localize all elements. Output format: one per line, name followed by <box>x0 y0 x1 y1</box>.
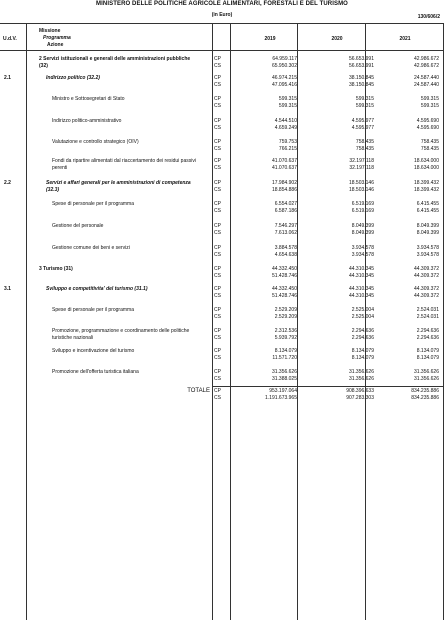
cp-value: 7.546.297 <box>274 223 297 229</box>
row-value-col-1 <box>233 388 297 401</box>
total-rule <box>212 386 443 387</box>
header-azione-label: Azione <box>47 42 64 48</box>
cp-value: 8.134.079 <box>274 348 297 354</box>
row-description: TOTALE <box>187 388 210 394</box>
row-value-col-1 <box>233 328 297 341</box>
cs-value: 5.939.792 <box>274 334 297 341</box>
row-value-col-2 <box>310 56 374 69</box>
cp-label: CP <box>214 75 221 81</box>
row-value-col-1 <box>233 139 297 152</box>
cp-label: CP <box>214 158 221 164</box>
cp-value: 3.934.578 <box>416 245 439 251</box>
row-cp-cs-labels <box>214 75 228 88</box>
cs-value: 8.049.399 <box>416 229 439 236</box>
row-udv: 2.2 <box>4 180 11 186</box>
row-value-col-1 <box>233 56 297 69</box>
cp-label: CP <box>214 223 221 229</box>
cp-value: 599.315 <box>420 96 439 102</box>
row-udv: 3.1 <box>4 286 11 292</box>
row-description: Sviluppo e incentivazione del turismo <box>52 348 135 354</box>
cs-value: 8.134.079 <box>351 354 374 361</box>
cp-value: 4.595.690 <box>416 118 439 124</box>
cp-label: CP <box>214 245 221 251</box>
row-value-col-3 <box>375 75 439 88</box>
row-description: Gestione comune dei beni e servizi <box>52 245 130 251</box>
row-cp-cs-labels <box>214 96 228 109</box>
cs-value: 8.134.079 <box>416 354 439 361</box>
cp-label: CP <box>214 118 221 124</box>
cp-value: 31.356.626 <box>413 369 439 375</box>
row-value-col-1 <box>233 348 297 361</box>
row-cp-cs-labels <box>214 201 228 214</box>
cs-label: CS <box>214 102 221 109</box>
cs-value: 3.934.578 <box>416 251 439 258</box>
cs-label: CS <box>214 313 221 320</box>
cs-label: CS <box>214 375 221 382</box>
row-cp-cs-labels <box>214 118 228 131</box>
row-cp-cs-labels <box>214 158 228 171</box>
row-value-col-1 <box>233 75 297 88</box>
row-value-col-3 <box>375 56 439 69</box>
row-value-col-2 <box>310 369 374 382</box>
row-value-col-2 <box>310 139 374 152</box>
row-description: Fondi da ripartire alimentati dal riaccertamento dei residui passivi perenti <box>52 158 196 171</box>
cp-value: 4.595.977 <box>351 118 374 124</box>
cp-value: 17.984.902 <box>271 180 297 186</box>
row-value-col-2 <box>310 286 374 299</box>
column-header-udv: U.d.V. <box>3 36 17 42</box>
row-cp-cs-labels <box>214 223 228 236</box>
cp-value: 6.519.169 <box>351 201 374 207</box>
row-value-col-3 <box>375 266 439 279</box>
cp-value: 44.332.450 <box>271 266 297 272</box>
row-description: Valutazione e controllo strategico (OIV) <box>52 139 139 145</box>
cp-value: 2.294.636 <box>351 328 374 334</box>
cp-label: CP <box>214 56 221 62</box>
cp-value: 599.315 <box>278 96 297 102</box>
cs-value: 907.283.303 <box>346 394 374 401</box>
cp-value: 4.544.510 <box>274 118 297 124</box>
cp-value: 42.986.672 <box>413 56 439 62</box>
cp-value: 3.884.578 <box>274 245 297 251</box>
cp-label: CP <box>214 96 221 102</box>
row-cp-cs-labels <box>214 245 228 258</box>
cp-label: CP <box>214 286 221 292</box>
cs-label: CS <box>214 354 221 361</box>
cp-value: 18.399.432 <box>413 180 439 186</box>
row-value-col-3 <box>375 388 439 401</box>
cs-value: 31.388.025 <box>271 375 297 382</box>
row-value-col-2 <box>310 348 374 361</box>
cp-value: 18.503.146 <box>348 180 374 186</box>
cp-value: 908.396.633 <box>346 388 374 394</box>
row-value-col-3 <box>375 180 439 193</box>
cs-label: CS <box>214 394 221 401</box>
cs-value: 758.435 <box>420 145 439 152</box>
row-value-col-2 <box>310 223 374 236</box>
row-value-col-3 <box>375 348 439 361</box>
row-value-col-1 <box>233 223 297 236</box>
cs-value: 8.049.399 <box>351 229 374 236</box>
row-udv: 2.1 <box>4 75 11 81</box>
cs-value: 65.950.302 <box>271 62 297 69</box>
column-divider-cpcs <box>230 23 231 620</box>
cs-label: CS <box>214 272 221 279</box>
cp-value: 3.934.578 <box>351 245 374 251</box>
column-header-year-2021: 2021 <box>399 36 411 42</box>
row-description: 2 Servizi istituzionali e generali delle amministrazioni pubbliche (32) <box>39 56 191 69</box>
cp-value: 31.356.626 <box>348 369 374 375</box>
cs-value: 56.653.991 <box>348 62 374 69</box>
cs-label: CS <box>214 207 221 214</box>
cp-label: CP <box>214 348 221 354</box>
cp-value: 834.235.886 <box>411 388 439 394</box>
row-value-col-2 <box>310 328 374 341</box>
cp-value: 2.294.636 <box>416 328 439 334</box>
cs-label: CS <box>214 334 221 341</box>
cs-value: 31.356.626 <box>413 375 439 382</box>
cp-value: 8.134.079 <box>351 348 374 354</box>
row-value-col-3 <box>375 307 439 320</box>
row-cp-cs-labels <box>214 388 228 401</box>
cs-value: 6.519.169 <box>351 207 374 214</box>
cp-value: 953.197.064 <box>269 388 297 394</box>
cs-value: 42.986.672 <box>413 62 439 69</box>
cp-value: 758.435 <box>420 139 439 145</box>
cs-value: 32.197.118 <box>349 164 374 171</box>
row-value-col-3 <box>375 118 439 131</box>
column-header-missione <box>39 28 71 49</box>
cs-value: 2.294.636 <box>416 334 439 341</box>
cs-label: CS <box>214 251 221 258</box>
row-value-col-2 <box>310 75 374 88</box>
row-description: Promozione dell'offerta turistica italiana <box>52 369 139 375</box>
cs-value: 2.529.209 <box>274 313 297 320</box>
column-header-year-2019: 2019 <box>264 36 276 42</box>
cp-value: 44.310.345 <box>348 286 374 292</box>
cp-label: CP <box>214 369 221 375</box>
cp-label: CP <box>214 266 221 272</box>
row-description: Servizi e affari generali per le amministrazioni di competenza (32.3) <box>46 180 191 193</box>
row-value-col-2 <box>310 158 374 171</box>
cs-value: 2.524.031 <box>416 313 439 320</box>
cs-label: CS <box>214 124 221 131</box>
row-cp-cs-labels <box>214 56 228 69</box>
cs-value: 51.428.746 <box>271 292 297 299</box>
cs-value: 44.309.372 <box>413 272 439 279</box>
cp-value: 6.415.455 <box>416 201 439 207</box>
row-description: Indirizzo politico (32.2) <box>46 75 100 81</box>
cp-value: 2.525.004 <box>351 307 374 313</box>
cp-value: 44.309.372 <box>413 266 439 272</box>
cp-label: CP <box>214 139 221 145</box>
column-divider-2020 <box>365 23 366 620</box>
row-value-col-1 <box>233 245 297 258</box>
cp-value: 18.634.000 <box>413 158 439 164</box>
cp-value: 2.529.209 <box>274 307 297 313</box>
row-description: Gestione del personale <box>52 223 104 229</box>
row-description: Indirizzo politico-amministrativo <box>52 118 122 124</box>
cs-label: CS <box>214 81 221 88</box>
cs-label: CS <box>214 186 221 193</box>
cs-value: 38.150.845 <box>348 81 374 88</box>
cp-value: 32.197.118 <box>349 158 374 164</box>
cs-value: 599.315 <box>420 102 439 109</box>
cp-value: 759.753 <box>278 139 297 145</box>
cs-value: 51.428.746 <box>271 272 297 279</box>
cp-value: 38.150.845 <box>348 75 374 81</box>
cs-value: 1.191.673.965 <box>265 394 297 401</box>
cp-label: CP <box>214 307 221 313</box>
row-value-col-3 <box>375 201 439 214</box>
cs-value: 18.503.146 <box>348 186 374 193</box>
cp-label: CP <box>214 201 221 207</box>
cp-label: CP <box>214 180 221 186</box>
currency-note: (in Euro) <box>211 12 233 18</box>
row-value-col-3 <box>375 223 439 236</box>
row-cp-cs-labels <box>214 139 228 152</box>
row-value-col-1 <box>233 118 297 131</box>
cp-value: 8.049.399 <box>351 223 374 229</box>
ministry-title: MINISTERO DELLE POLITICHE AGRICOLE ALIMENTARI, FORESTALI E DEL TURISMO <box>96 1 348 7</box>
row-cp-cs-labels <box>214 286 228 299</box>
cp-value: 56.653.991 <box>348 56 374 62</box>
row-value-col-3 <box>375 245 439 258</box>
row-cp-cs-labels <box>214 328 228 341</box>
cs-value: 2.525.004 <box>351 313 374 320</box>
cp-label: CP <box>214 328 221 334</box>
row-value-col-2 <box>310 180 374 193</box>
cp-value: 6.554.027 <box>274 201 297 207</box>
row-value-col-2 <box>310 201 374 214</box>
cp-value: 41.070.637 <box>271 158 297 164</box>
cs-value: 2.294.636 <box>351 334 374 341</box>
row-cp-cs-labels <box>214 180 228 193</box>
cp-value: 24.587.440 <box>413 75 439 81</box>
cp-value: 2.524.031 <box>416 307 439 313</box>
cs-value: 44.309.372 <box>413 292 439 299</box>
row-value-col-3 <box>375 139 439 152</box>
row-description: 3 Turismo (31) <box>39 266 73 272</box>
row-value-col-2 <box>310 307 374 320</box>
cs-value: 766.215 <box>278 145 297 152</box>
cp-value: 8.049.399 <box>416 223 439 229</box>
row-value-col-2 <box>310 266 374 279</box>
cs-value: 44.310.345 <box>348 272 374 279</box>
cs-value: 6.587.186 <box>274 207 297 214</box>
cs-value: 4.595.690 <box>416 124 439 131</box>
cp-value: 2.312.536 <box>274 328 297 334</box>
header-missione-label: Missione <box>39 28 61 34</box>
row-value-col-1 <box>233 307 297 320</box>
table-header-rule <box>0 50 444 51</box>
header-programma-label: Programma <box>43 35 71 41</box>
cs-value: 41.070.637 <box>271 164 297 171</box>
cp-value: 44.332.450 <box>271 286 297 292</box>
cs-label: CS <box>214 229 221 236</box>
cs-value: 18.399.432 <box>413 186 439 193</box>
row-value-col-1 <box>233 369 297 382</box>
column-divider-udv <box>26 23 27 620</box>
row-cp-cs-labels <box>214 369 228 382</box>
cs-value: 4.595.977 <box>351 124 374 131</box>
cs-value: 4.659.249 <box>274 124 297 131</box>
row-value-col-2 <box>310 245 374 258</box>
cs-label: CS <box>214 164 221 171</box>
cs-value: 11.571.720 <box>272 354 297 361</box>
row-value-col-2 <box>310 118 374 131</box>
row-cp-cs-labels <box>214 307 228 320</box>
row-description: Spese di personale per il programma <box>52 201 134 207</box>
column-divider-desc <box>212 23 213 620</box>
cp-value: 44.309.372 <box>413 286 439 292</box>
cs-value: 44.310.345 <box>348 292 374 299</box>
row-value-col-1 <box>233 96 297 109</box>
cs-value: 599.315 <box>278 102 297 109</box>
cs-value: 18.854.886 <box>271 186 297 193</box>
cs-label: CS <box>214 145 221 152</box>
cp-value: 64.959.117 <box>272 56 297 62</box>
column-header-year-2020: 2020 <box>331 36 343 42</box>
row-value-col-1 <box>233 266 297 279</box>
row-value-col-1 <box>233 201 297 214</box>
cp-label: CP <box>214 388 221 394</box>
row-value-col-2 <box>310 96 374 109</box>
cs-value: 599.315 <box>355 102 374 109</box>
cs-label: CS <box>214 62 221 69</box>
cs-value: 47.095.416 <box>271 81 297 88</box>
row-value-col-1 <box>233 180 297 193</box>
cs-label: CS <box>214 292 221 299</box>
row-value-col-1 <box>233 286 297 299</box>
row-description: Spese di personale per il programma <box>52 307 134 313</box>
row-description: Sviluppo e competitivita' del turismo (31.1) <box>46 286 148 292</box>
column-divider-2019 <box>297 23 298 620</box>
cp-value: 46.974.215 <box>271 75 297 81</box>
cs-value: 4.654.638 <box>274 251 297 258</box>
row-value-col-2 <box>310 388 374 401</box>
cs-value: 3.934.578 <box>351 251 374 258</box>
cp-value: 758.435 <box>355 139 374 145</box>
cp-value: 599.315 <box>355 96 374 102</box>
cp-value: 8.134.079 <box>416 348 439 354</box>
cs-value: 758.435 <box>355 145 374 152</box>
cp-value: 31.356.626 <box>271 369 297 375</box>
row-value-col-3 <box>375 96 439 109</box>
row-cp-cs-labels <box>214 266 228 279</box>
cp-value: 44.310.345 <box>348 266 374 272</box>
cs-value: 834.235.886 <box>411 394 439 401</box>
row-cp-cs-labels <box>214 348 228 361</box>
row-value-col-1 <box>233 158 297 171</box>
cs-value: 18.634.000 <box>413 164 439 171</box>
document-code: 130/606/2 <box>417 14 440 20</box>
row-description: Ministro e Sottosegretari di Stato <box>52 96 125 102</box>
cs-value: 31.356.626 <box>348 375 374 382</box>
cs-value: 6.415.455 <box>416 207 439 214</box>
table-top-rule <box>0 23 444 24</box>
row-description: Promozione, programmazione e coordinamento delle politiche turistiche nazionali <box>52 328 190 341</box>
row-value-col-3 <box>375 158 439 171</box>
cs-value: 24.587.440 <box>413 81 439 88</box>
row-value-col-3 <box>375 369 439 382</box>
row-value-col-3 <box>375 328 439 341</box>
cs-value: 7.613.062 <box>274 229 297 236</box>
row-value-col-3 <box>375 286 439 299</box>
